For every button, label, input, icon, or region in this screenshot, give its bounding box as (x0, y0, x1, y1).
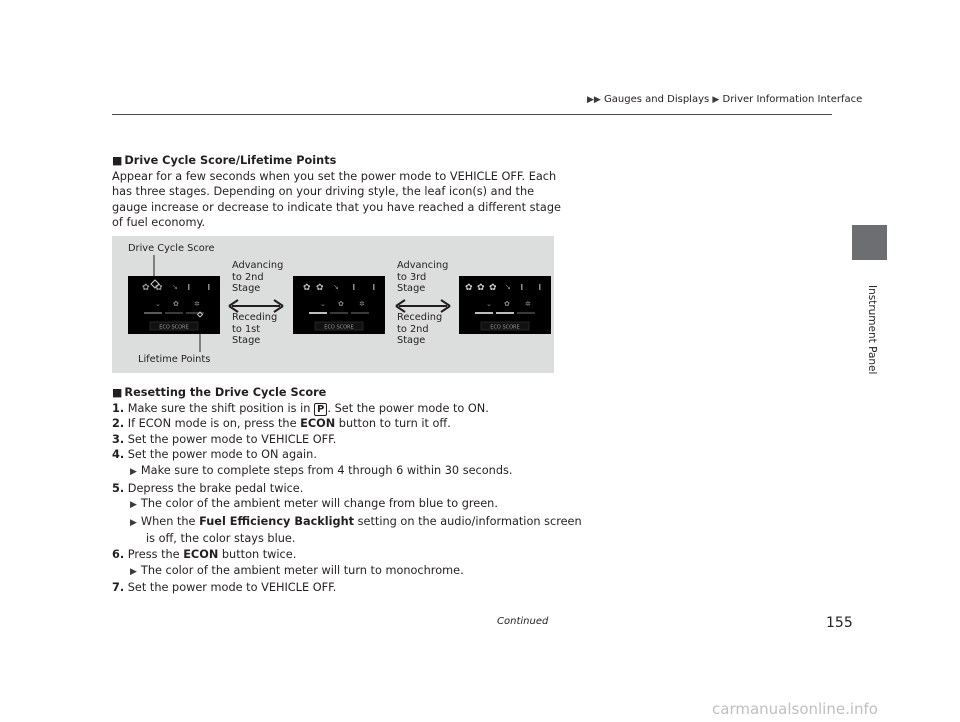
park-position-icon: P (314, 403, 327, 416)
step-number: 4. (112, 448, 125, 462)
note-arrow-icon: ▶ (130, 517, 137, 528)
svg-text:ECO SCORE: ECO SCORE (159, 324, 189, 331)
advancing-2-line2: to 2nd (232, 271, 264, 283)
eco-score-panel-stage-2 (293, 276, 385, 334)
step-5-note-1 (112, 496, 572, 514)
svg-text:✲: ✲ (359, 300, 365, 308)
section2-title-text: Resetting the Drive Cycle Score (124, 386, 327, 399)
breadcrumb-gauges[interactable]: Gauges and Displays (604, 94, 710, 105)
eco-score-panel-stage-1 (128, 276, 220, 334)
page-number: 155 (826, 615, 853, 631)
note-text: The color of the ambient meter will change from blue to green. (140, 497, 498, 511)
step-text: button twice. (221, 547, 297, 561)
step-4 (112, 447, 572, 463)
advancing-3-line1: Advancing (397, 260, 449, 271)
svg-text:✿: ✿ (504, 300, 510, 308)
svg-text:✿: ✿ (142, 283, 150, 293)
step-number: 6. (112, 547, 125, 561)
svg-text:⌄: ⌄ (320, 300, 326, 308)
svg-text:↘: ↘ (333, 283, 339, 291)
double-arrow-icon: ▶▶ (587, 95, 601, 105)
svg-text:✿: ✿ (465, 283, 473, 293)
step-2 (112, 416, 572, 432)
step-text: . Set the power mode to ON. (327, 401, 489, 415)
eco-score-figure (112, 236, 554, 373)
step-number: 5. (112, 481, 125, 495)
svg-text:ECO SCORE: ECO SCORE (324, 324, 354, 331)
section-reset (112, 385, 582, 596)
watermark: carmanualsonline.info (712, 700, 878, 718)
svg-text:✲: ✲ (194, 300, 200, 308)
advancing-2-line3: Stage (232, 283, 261, 294)
step-text: Press the (127, 547, 180, 561)
note-arrow-icon: ▶ (130, 466, 137, 477)
section-title (112, 153, 562, 169)
svg-text:✿: ✿ (155, 283, 163, 293)
step-number: 2. (112, 417, 125, 431)
receding-2-line1: Receding (397, 312, 443, 323)
step-5 (112, 481, 572, 497)
svg-text:✿: ✿ (477, 283, 485, 293)
chapter-label: Instrument Panel (866, 285, 878, 375)
receding-2-line3: Stage (397, 335, 426, 346)
breadcrumb (587, 94, 862, 105)
square-bullet-icon: ■ (112, 386, 123, 399)
step-4-note (112, 463, 572, 481)
svg-text:✿: ✿ (303, 283, 311, 293)
step-number: 3. (112, 432, 125, 446)
eco-score-panel-stage-3 (459, 276, 551, 334)
svg-text:✿: ✿ (173, 300, 179, 308)
receding-to-2nd-label (397, 312, 442, 347)
svg-text:ECO SCORE: ECO SCORE (490, 324, 520, 331)
advancing-3-line2: to 3rd (397, 271, 427, 283)
breadcrumb-driver-info[interactable]: Driver Information Interface (722, 94, 863, 105)
svg-text:✿: ✿ (489, 283, 497, 293)
advancing-to-3rd-label (397, 260, 448, 295)
note-arrow-icon: ▶ (130, 500, 137, 511)
receding-1-line1: Receding (232, 312, 278, 323)
econ-button-label: ECON (183, 547, 219, 561)
square-bullet-icon: ■ (112, 154, 123, 167)
section-drive-cycle (112, 153, 562, 231)
step-text: button to turn it off. (338, 417, 451, 431)
note-text: The color of the ambient meter will turn to monochrome. (140, 563, 464, 577)
svg-text:⌄: ⌄ (486, 300, 492, 308)
step-6-note (112, 563, 572, 581)
section-title-text: Drive Cycle Score/Lifetime Points (124, 154, 337, 167)
chapter-tab (852, 225, 887, 260)
econ-button-label: ECON (300, 417, 336, 431)
receding-1-line3: Stage (232, 335, 261, 346)
setting-name: Fuel Efficiency Backlight (199, 514, 355, 528)
step-7 (112, 580, 572, 596)
step-text: Depress the brake pedal twice. (127, 481, 304, 495)
advancing-to-2nd-label (232, 260, 283, 295)
svg-text:✲: ✲ (525, 300, 531, 308)
header-divider (112, 114, 832, 115)
section-body: Appear for a few seconds when you set the power mode to VEHICLE OFF. Each has three stages. Depending on your driving style, the leaf icon(s) and the gauge increase or decrease to indicate that you have reached a different stage of fuel economy. (112, 169, 561, 230)
step-number: 1. (112, 401, 125, 415)
continued-label: Continued (497, 616, 549, 627)
note-text: When the (140, 514, 196, 528)
arrow-icon: ▶ (712, 95, 720, 105)
note-text: setting on the audio/information screen (357, 514, 582, 528)
step-text: Set the power mode to VEHICLE OFF. (127, 432, 337, 446)
step-6 (112, 547, 572, 563)
step-3 (112, 432, 572, 448)
section2-title (112, 385, 572, 401)
receding-to-1st-label (232, 312, 277, 347)
step-text: If ECON mode is on, press the (127, 417, 297, 431)
receding-2-line2: to 2nd (397, 323, 429, 335)
svg-text:↘: ↘ (172, 283, 178, 291)
advancing-2-line1: Advancing (232, 260, 284, 271)
step-text: Set the power mode to VEHICLE OFF. (127, 581, 337, 595)
drive-cycle-score-label: Drive Cycle Score (128, 243, 215, 254)
step-text: Set the power mode to ON again. (127, 448, 317, 462)
note-text: Make sure to complete steps from 4 through 6 within 30 seconds. (140, 463, 513, 477)
svg-text:✿: ✿ (316, 283, 324, 293)
receding-1-line2: to 1st (232, 323, 261, 335)
step-5-note-2 (112, 514, 582, 532)
note-arrow-icon: ▶ (130, 566, 137, 577)
step-number: 7. (112, 581, 125, 595)
step-text: Make sure the shift position is in (127, 401, 311, 415)
advancing-3-line3: Stage (397, 283, 426, 294)
svg-text:✿: ✿ (338, 300, 344, 308)
step-5-note-2-cont: is off, the color stays blue. (146, 532, 296, 546)
svg-text:⌄: ⌄ (155, 300, 161, 308)
svg-text:↘: ↘ (505, 283, 511, 291)
lifetime-points-label: Lifetime Points (138, 354, 211, 365)
step-1 (112, 401, 572, 417)
